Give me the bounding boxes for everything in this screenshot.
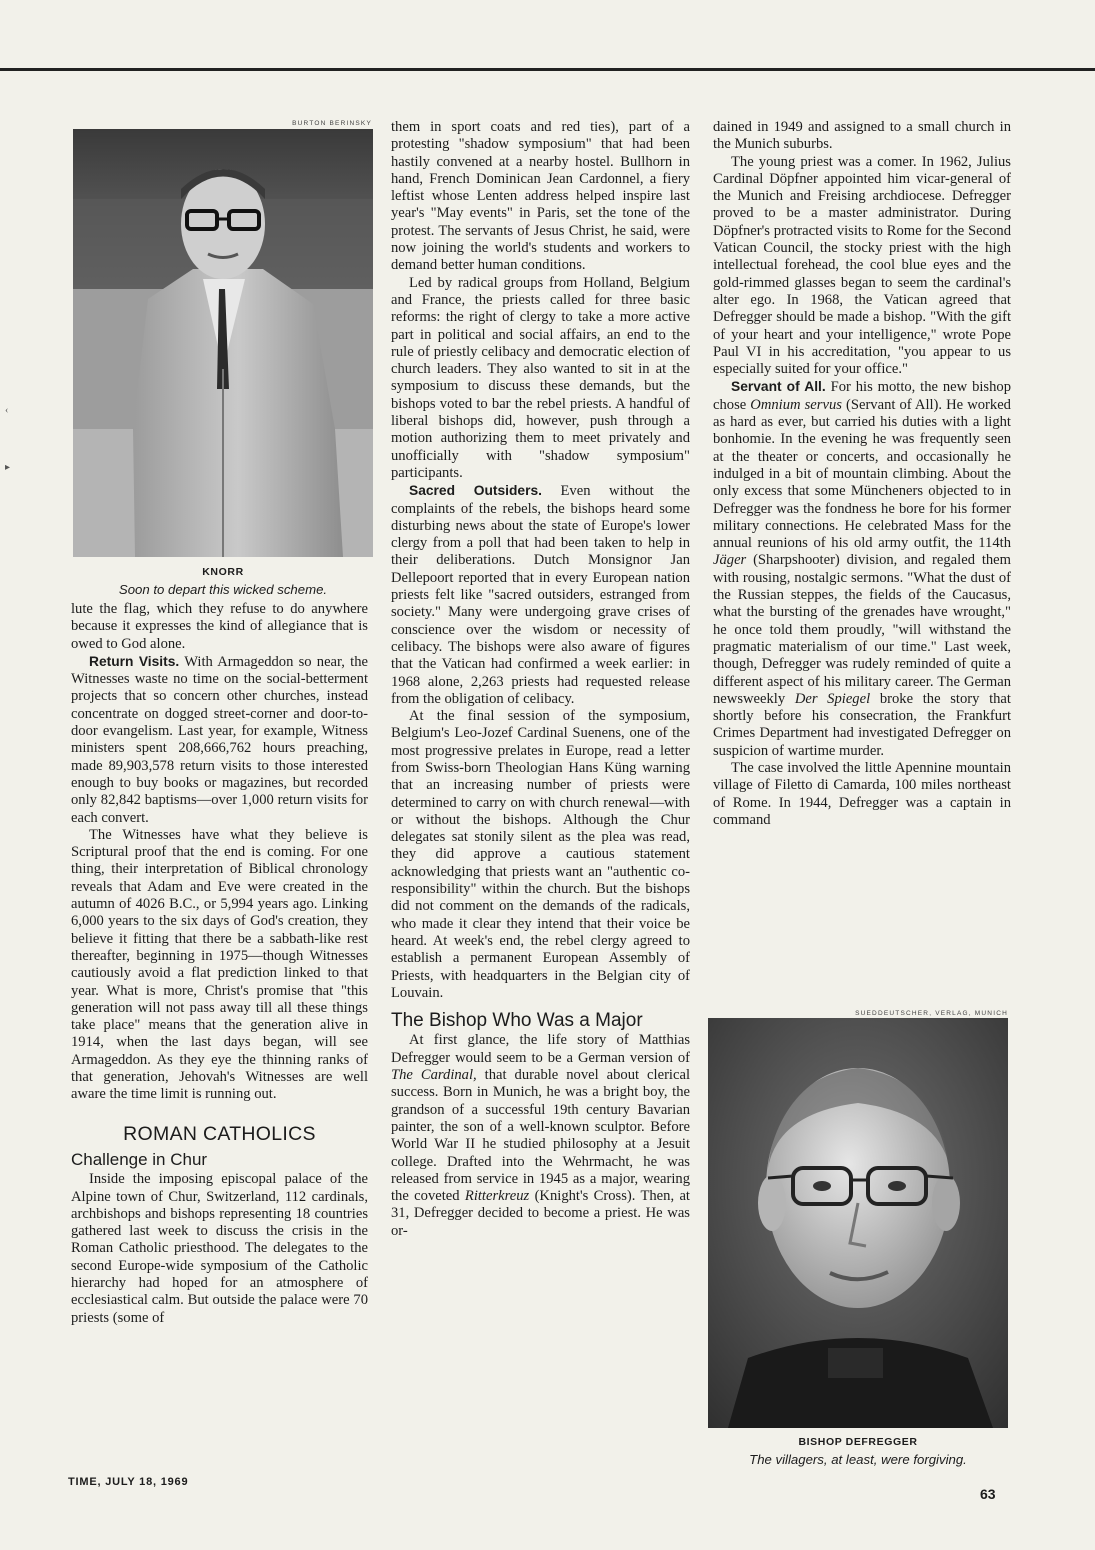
story-heading: Challenge in Chur [71, 1149, 208, 1169]
paragraph [71, 653, 368, 827]
column-2 [391, 119, 690, 1240]
defregger-photo-image [708, 1018, 1008, 1428]
caption-text-left: Soon to depart this wicked scheme. [118, 582, 328, 597]
paragraph: them in sport coats and red ties), part of a protesting "shadow symposium" that had been hastily convened at a nearby hostel. Bullhorn in hand, French Dominican Jean Cardonnel, a fiery leftist whose Lenten address helped inspire last year's "May events" in Paris, set the tone of the protest. The servants of Jesus Christ, he said, were now joining the world's students and workers to demand better human conditions. [391, 119, 690, 274]
page-number: 63 [980, 1486, 996, 1502]
paragraph: The young priest was a comer. In 1962, Julius Cardinal Döpfner appointed him vicar-general of the Munich and Freising archdiocese. Defregger proved to be a master administrator. During Döpfner's protracted visits to Rome for the Second Vatican Council, the stocky priest with the high intellectual forehead, the cool blue eyes and the gold-rimmed glasses began to seem the cardinal's alter ego. In 1968, the Vatican agreed that Defregger should be made a bishop. "With the gift of your heart and your intelligence," wrote Pope Paul VI in his accreditation, "you appear to us especially suited for your office." [713, 153, 1011, 378]
paragraph [391, 1032, 690, 1240]
paragraph-text: For his motto, the new bishop chose [713, 379, 1011, 413]
section-heading: ROMAN CATHOLICS [123, 1122, 316, 1145]
knorr-photo-image [73, 129, 373, 557]
defregger-photo [708, 1018, 1008, 1428]
caption-name-left: KNORR [202, 566, 244, 578]
paragraph: lute the flag, which they refuse to do anywhere because it expresses the kind of allegiance that is owed to God alone. [71, 601, 368, 652]
top-rule [0, 68, 1095, 71]
paragraph: Inside the imposing episcopal palace of the Alpine town of Chur, Switzerland, 112 cardinals, archbishops and bishops representing 18 countries gathered last week to discuss the crisis in the Roman Catholic priesthood. The delegates to the second Europe-wide symposium of the Catholic hierarchy had hoped for an atmosphere of ecclesiastical calm. But outside the palace were 70 priests (some of [71, 1171, 368, 1326]
paragraph-text: (Knight's Cross). Then, at 31, Defregger decided to become a priest. He was or- [391, 1188, 690, 1239]
paragraph: The case involved the little Apennine mountain village of Filetto di Camarda, 100 miles northeast of Rome. In 1944, Defregger was a captain in command [713, 759, 1011, 828]
paragraph-text: At first glance, the life story of Matthias Defregger would seem to be a German version of [391, 1032, 690, 1066]
run-in-head: Servant of All. [731, 379, 826, 395]
margin-mark: ▸ [5, 462, 11, 473]
paragraph-text: (Servant of All). He worked as hard as ever, but carried his duties with a light bonhomie. In the evening he was frequently seen at the theater or concerts, and occasionally he indulged in a bit of mountain climbing. About the only excess that some Müncheners objected to in Defregger was the fondness he bore for his former military connections. He celebrated Mass for the annual reunions of his old army outfit, the 114th [713, 396, 1011, 552]
paragraph [391, 482, 690, 708]
paragraph-text: that durable novel about clerical success. Born in Munich, he was a bright boy, the grandson of a successful 19th century Bavarian painter, the son of a well-known sculptor. Before World War II he studied philosophy at a Jesuit college. Drafted into the Wehrmacht, he was released from service in 1945 as a major, wearing the coveted [391, 1067, 690, 1205]
paragraph-text: With Armageddon so near, the Witnesses waste no time on the social-betterment projects that so concern other churches, instead concentrate on dogged street-corner and door-to-door evangelism. Last year, for example, Witness ministers spent 208,666,762 hours preaching, made 89,903,578 return visits to those interested enough to buy books or magazines, but recorded only 82,842 baptisms—over 1,000 return visits for each convert. [71, 653, 368, 826]
paragraph-text: Even without the complaints of the rebels, the bishops heard some disturbing news about the state of Europe's lower clergy from a poll that had been taken to help in their deliberations. Dutch Monsignor Jan Dellepoort reported that in every European nation priests felt like "sacred outsiders, estranged from society." Many were undergoing grave crises of conscience over the wisdom or necessity of celibacy. The bishops were also aware of figures that the Vatican had confirmed a week earlier: in 1968 alone, 2,263 priests had requested release from the obligation of celibacy. [391, 483, 690, 707]
run-in-head: Sacred Outsiders. [409, 483, 542, 499]
italic-term: Ritterkreuz [464, 1188, 530, 1205]
paragraph-text: broke the story that shortly before his consecration, the Frankfurt Crimes Department had investigated Defregger on suspicion of wartime murder. [713, 690, 1011, 759]
italic-term: Omnium servus [750, 396, 842, 413]
italic-title: Der Spiegel [794, 690, 871, 707]
photo-credit-left: BURTON BERINSKY [292, 120, 372, 127]
run-in-head: Return Visits. [89, 653, 180, 669]
paragraph: At the final session of the symposium, Belgium's Leo-Jozef Cardinal Suenens, one of the most progressive prelates in Europe, read a letter from Swiss-born Theologian Hans Küng warning that an increasing number of priests were determined to carry on with church renewal—with or without the bishops. Although the Chur delegates sat stonily silent as the plea was read, they did approve a cautious statement acknowledging that priests want an "authentic co-responsibility" within the church. But the bishops did not comment on the demands of the radicals, who made it clear they intend that their voice be heard. At week's end, the rebel clergy agreed to establish a permanent European Assembly of Priests, with headquarters in the Belgian city of Louvain. [391, 708, 690, 1001]
column-1 [71, 601, 368, 1327]
paragraph: Led by radical groups from Holland, Belgium and France, the priests called for three basic reforms: the right of clergy to take a more active part in political and social affairs, an end to the rule of priestly celibacy and democratic election of church leaders. They also wanted to sit in at the symposium to discuss these demands, but the bishops voted to bar the rebel priests. A handful of liberal bishops did, however, push through a motion authorizing them to meet privately and unofficially with "shadow symposium" participants. [391, 274, 690, 481]
italic-title: The Cardinal, [391, 1067, 477, 1084]
column-3 [713, 119, 1011, 829]
story-heading: The Bishop Who Was a Major [391, 1010, 643, 1032]
photo-credit-right: SUEDDEUTSCHER, VERLAG, MUNICH [855, 1010, 1008, 1017]
paragraph [713, 378, 1011, 760]
margin-mark: ‹ [5, 405, 9, 416]
caption-text-right: The villagers, at least, were forgiving. [749, 1452, 967, 1467]
paragraph: The Witnesses have what they believe is Scriptural proof that the end is coming. For one thing, their interpretation of Biblical chronology reveals that Adam and Eve were created in the autumn of 4026 B.C., or 5,994 years ago. Linking 6,000 years to the six days of God's creation, they believe it fitting that there be a sabbath-like rest thereafter, beginning in 1975—though Witnesses cautiously avoid a flat prediction linked to that year. What is more, Christ's promise that "this generation will not pass away till all these things take place" means that the generation alive in 1914, when the last days began, will see Armageddon. As they eye the thinning ranks of that generation, Jehovah's Witnesses are well aware the time limit is running out. [71, 826, 368, 1103]
paragraph: dained in 1949 and assigned to a small church in the Munich suburbs. [713, 119, 1011, 153]
italic-term: Jäger [713, 552, 747, 569]
paragraph-text: (Sharpshooter) division, and regaled them with rousing, nostalgic sermons. "What the dust of the Russian steppes, the fields of the Caucasus, what the bursting of the grenades have wrought," he once told them proudly, "will withstand the pragmatic materialism of our time." Last week, though, Defregger was rudely reminded of quite a different aspect of his military career. The German newsweekly [713, 552, 1011, 707]
caption-name-right: BISHOP DEFREGGER [798, 1436, 918, 1448]
knorr-photo [73, 129, 373, 557]
footer-issue-date: TIME, JULY 18, 1969 [68, 1476, 189, 1488]
